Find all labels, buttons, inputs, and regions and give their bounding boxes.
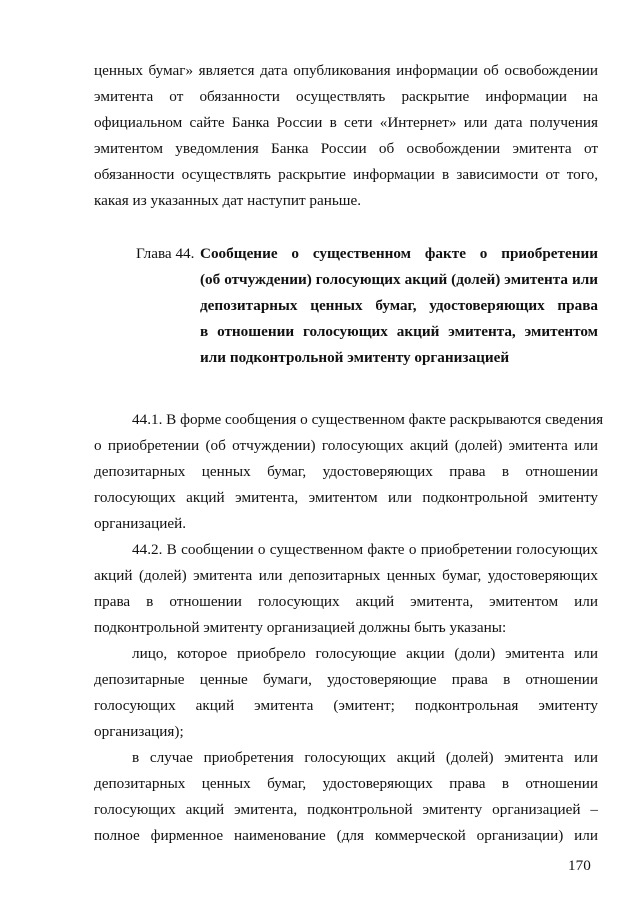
- text-line: 44.1. В форме сообщения о существенном факте раскрываются сведения: [132, 411, 604, 428]
- text-line: лицо, которое приобрело голосующие акции (доли) эмитента или: [132, 645, 598, 662]
- text-line: организация);: [94, 723, 184, 740]
- text-line: депозитарных ценных бумаг, удостоверяющих права в отношении: [94, 463, 598, 480]
- title-line: или подконтрольной эмитенту организацией: [200, 349, 510, 366]
- text-line: организацией.: [94, 515, 187, 532]
- text-line: акций (долей) эмитента или депозитарных ценных бумаг, удостоверяющих: [94, 567, 598, 584]
- chapter-label: Глава 44.: [136, 245, 195, 262]
- paragraph-44-1: [94, 407, 604, 537]
- text-line: депозитарные ценные бумаги, удостоверяющие права в отношении: [94, 671, 598, 688]
- text-line: обязанности осуществлять раскрытие информации в зависимости от того,: [94, 166, 598, 183]
- paragraph-person: [94, 641, 598, 745]
- title-line: депозитарных ценных бумаг, удостоверяющих права: [200, 297, 598, 314]
- title-line: Сообщение о существенном факте о приобретении: [200, 245, 598, 262]
- title-line: в отношении голосующих акций эмитента, эмитентом: [200, 323, 598, 340]
- text-line: подконтрольной эмитенту организацией должны быть указаны:: [94, 619, 507, 636]
- text-line: о приобретении (об отчуждении) голосующих акций (долей) эмитента или: [94, 437, 598, 454]
- text-line: голосующих акций эмитента (эмитент; подконтрольная эмитенту: [94, 697, 598, 714]
- text-line: депозитарных ценных бумаг, удостоверяющих права в отношении: [94, 775, 598, 792]
- text-line: эмитентом уведомления Банка России об освобождении эмитента от: [94, 140, 598, 157]
- page-number: 170: [568, 857, 591, 874]
- text-line: голосующих акций эмитента, подконтрольной эмитенту организацией –: [94, 801, 598, 818]
- chapter-title: [200, 241, 598, 371]
- paragraph-44-2: [94, 537, 598, 641]
- title-line: (об отчуждении) голосующих акций (долей) эмитента или: [200, 271, 598, 288]
- paragraph-acquisition-case: [94, 745, 598, 849]
- text-line: полное фирменное наименование (для коммерческой организации) или: [94, 827, 598, 844]
- text-line: голосующих акций эмитента, эмитентом или подконтрольной эмитенту: [94, 489, 598, 506]
- text-line: ценных бумаг» является дата опубликования информации об освобождении: [94, 62, 598, 79]
- chapter-heading: [94, 241, 598, 371]
- text-line: эмитента от обязанности осуществлять раскрытие информации на: [94, 88, 598, 105]
- text-line: права в отношении голосующих акций эмитента, эмитентом или: [94, 593, 598, 610]
- text-line: официальном сайте Банка России в сети «Интернет» или дата получения: [94, 114, 598, 131]
- intro-paragraph: [94, 58, 598, 214]
- text-line: какая из указанных дат наступит раньше.: [94, 192, 362, 209]
- text-line: 44.2. В сообщении о существенном факте о приобретении голосующих: [132, 541, 598, 558]
- text-line: в случае приобретения голосующих акций (долей) эмитента или: [132, 749, 598, 766]
- document-page: [94, 58, 604, 849]
